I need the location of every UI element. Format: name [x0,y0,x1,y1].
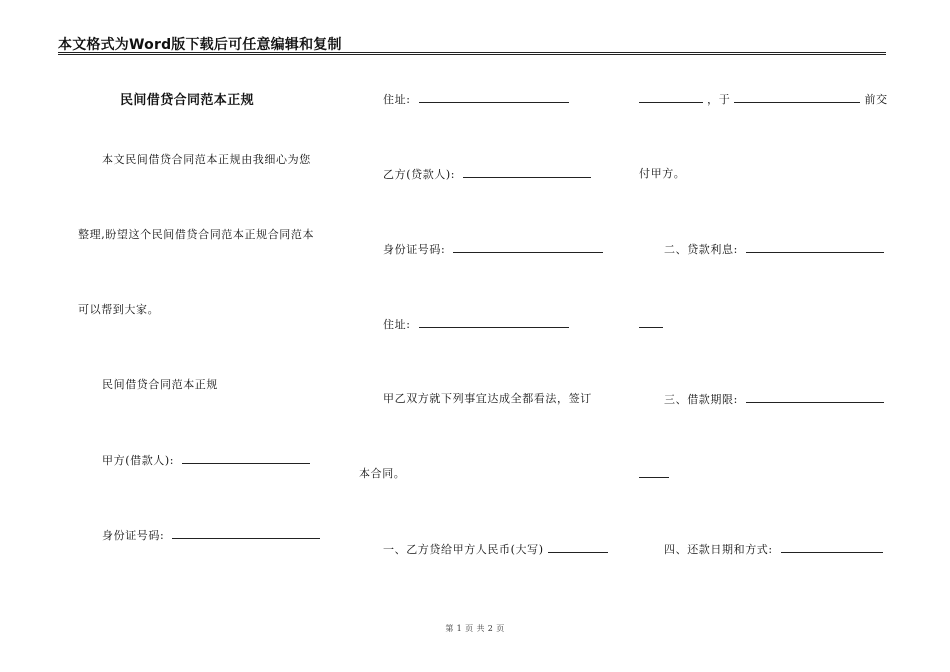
party-a-address-label: 住址: [383,93,411,106]
clause-4-label: 四、还款日期和方式: [664,543,773,556]
clause-3-label: 三、借款期限: [664,393,738,406]
interest-blank[interactable] [746,242,884,253]
page-number: 第 1 页 共 2 页 [445,624,505,633]
agreement-line-2: 本合同。 [359,467,406,480]
term-cont-blank[interactable] [639,467,669,478]
delivery-date-blank[interactable] [734,92,860,103]
intro-line-1: 本文民间借贷合同范本正规由我细心为您 [102,153,311,166]
clause-4-line [664,542,883,557]
party-b-address-line [383,317,569,332]
party-b-id-line [383,242,603,257]
party-a-id-blank[interactable] [172,528,320,539]
clause-1-line [383,542,608,557]
party-a-address-line [383,92,569,107]
party-b-address-label: 住址: [383,318,411,331]
party-b-id-blank[interactable] [453,242,603,253]
intro-line-2: 整理,盼望这个民间借贷合同范本正规合同范本 [78,228,315,241]
clause-1-end-text: 前交 [864,93,888,106]
clause-2-label: 二、贷款利息: [664,243,738,256]
party-b-id-label: 身份证号码: [383,243,446,256]
contract-subtitle: 民间借贷合同范本正规 [102,378,218,391]
party-a-id-label: 身份证号码: [102,529,165,542]
clause-1-end-line: 付甲方。 [639,167,686,180]
clause-1-label: 一、乙方贷给甲方人民币(大写) [383,543,544,556]
term-blank[interactable] [746,392,884,403]
clause-2-line [664,242,884,257]
document-header: 本文格式为Word版下载后可任意编辑和复制 [58,37,342,53]
party-b-address-blank[interactable] [419,317,569,328]
loan-amount-cont-blank[interactable] [639,92,703,103]
repayment-blank[interactable] [781,542,883,553]
party-a-label: 甲方(借款人): [102,454,175,467]
loan-amount-blank[interactable] [548,542,608,553]
party-b-line [383,167,591,182]
party-a-id-line [102,528,320,543]
clause-1-mid-text: ，于 [707,93,731,106]
party-b-blank[interactable] [463,167,591,178]
document-title: 民间借贷合同范本正规 [120,93,255,108]
header-rule [58,52,886,55]
intro-line-3: 可以帮到大家。 [78,303,160,316]
clause-1-continued-line [639,92,888,107]
party-a-address-blank[interactable] [419,92,569,103]
interest-cont-line [639,317,663,332]
agreement-line-1: 甲乙双方就下列事宜达成全都看法，签订 [383,392,592,405]
party-b-label: 乙方(贷款人): [383,168,456,181]
party-a-blank[interactable] [182,453,310,464]
term-cont-line [639,467,669,482]
clause-3-line [664,392,884,407]
interest-cont-blank[interactable] [639,317,663,328]
party-a-line [102,453,310,468]
